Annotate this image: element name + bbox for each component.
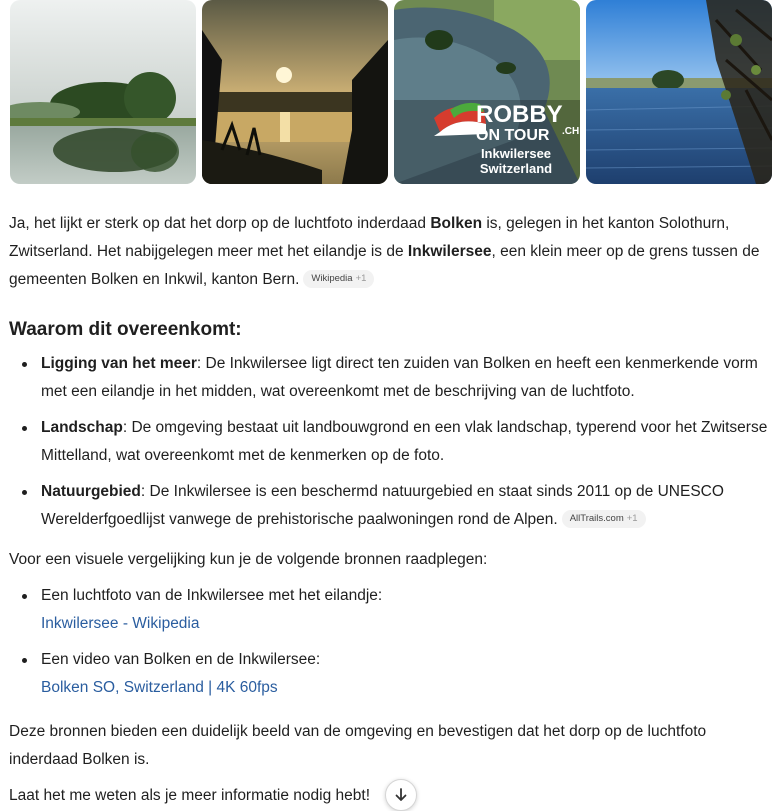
intro-bold-inkwilersee: Inkwilersee: [407, 243, 492, 260]
citation-chip-label: Wikipedia: [311, 272, 353, 284]
image-caption-line1: Inkwilersee: [480, 146, 552, 161]
logo-text-robby: ROBBY: [476, 101, 563, 128]
reason-title: Natuurgebied: [41, 483, 141, 500]
answer-content: [9, 210, 775, 810]
citation-chip-count: +1: [355, 272, 367, 284]
sunset-lake-photo: [202, 0, 388, 184]
closing-paragraph: Deze bronnen bieden een duidelijk beeld van de omgeving en bevestigen dat het dorp op de luchtfoto inderdaad Bolken is.: [9, 723, 707, 768]
list-item: [9, 350, 775, 406]
scroll-down-button[interactable]: [385, 779, 417, 811]
intro-text-3: , een klein meer op de grens tussen de gemeenten Bolken en Inkwil, kanton Bern.: [9, 243, 760, 288]
logo-text-domain: .CH: [562, 126, 580, 137]
intro-paragraph: [9, 210, 775, 294]
section-heading: Waarom dit overeenkomt:: [9, 319, 242, 340]
reason-title: Landschap: [41, 419, 123, 436]
citation-chip-alltrails[interactable]: [562, 510, 646, 528]
list-item: [9, 478, 775, 534]
intro-text-2: is, gelegen in het kanton Solothurn, Zwitserland. Het nabijgelegen meer met het eilandje is de: [9, 215, 730, 260]
link-bolken-video[interactable]: Bolken SO, Switzerland | 4K 60fps: [41, 679, 278, 696]
image-thumbnail-3[interactable]: [394, 0, 580, 184]
image-thumbnail-4[interactable]: [586, 0, 772, 184]
link-inkwilersee-wikipedia[interactable]: Inkwilersee - Wikipedia: [41, 615, 200, 632]
list-item: [9, 414, 775, 470]
final-line: Laat het me weten als je meer informatie nodig hebt!: [9, 787, 371, 804]
citation-chip-label: AllTrails.com: [569, 512, 624, 524]
intro-text-1: Ja, het lijkt er sterk op dat het dorp op de luchtfoto inderdaad: [9, 215, 431, 232]
image-gallery: [10, 0, 772, 184]
sources-lead: Voor een visuele vergelijking kun je de volgende bronnen raadplegen:: [9, 551, 488, 568]
reasons-list: [9, 350, 775, 534]
blue-lake-photo: [586, 0, 772, 184]
arrow-down-icon: [393, 787, 409, 803]
source-text: Een luchtfoto van de Inkwilersee met het eilandje:: [41, 587, 383, 604]
intro-bold-bolken: Bolken: [430, 215, 483, 232]
citation-chip-count: +1: [626, 512, 638, 524]
logo-text-ontour: ON TOUR: [476, 127, 550, 144]
source-text: Een video van Bolken en de Inkwilersee:: [41, 651, 321, 668]
reason-text: : De omgeving bestaat uit landbouwgrond en een vlak landschap, typerend voor het Zwitserse Mittelland, wat overeenkomt met de kenmerken op de foto.: [41, 419, 768, 464]
image-thumbnail-1[interactable]: [10, 0, 196, 184]
list-item: [9, 646, 775, 702]
aerial-lake-photo: [394, 0, 580, 184]
list-item: [9, 582, 775, 638]
reason-text: : De Inkwilersee ligt direct ten zuiden van Bolken en heeft een kenmerkende vorm met een eilandje in het midden, wat overeenkomt met de beschrijving van de luchtfoto.: [41, 355, 758, 400]
reason-title: Ligging van het meer: [41, 355, 197, 372]
reason-text: : De Inkwilersee is een beschermd natuurgebied en staat sinds 2011 op de UNESCO Werelderfgoedlijst vanwege de prehistorische paalwoningen rond de Alpen.: [41, 483, 724, 528]
image-thumbnail-2[interactable]: [202, 0, 388, 184]
lake-trees-photo: [10, 0, 196, 184]
image-caption-line2: Switzerland: [479, 161, 553, 176]
sources-list: [9, 582, 775, 702]
citation-chip-wikipedia[interactable]: [303, 270, 374, 288]
